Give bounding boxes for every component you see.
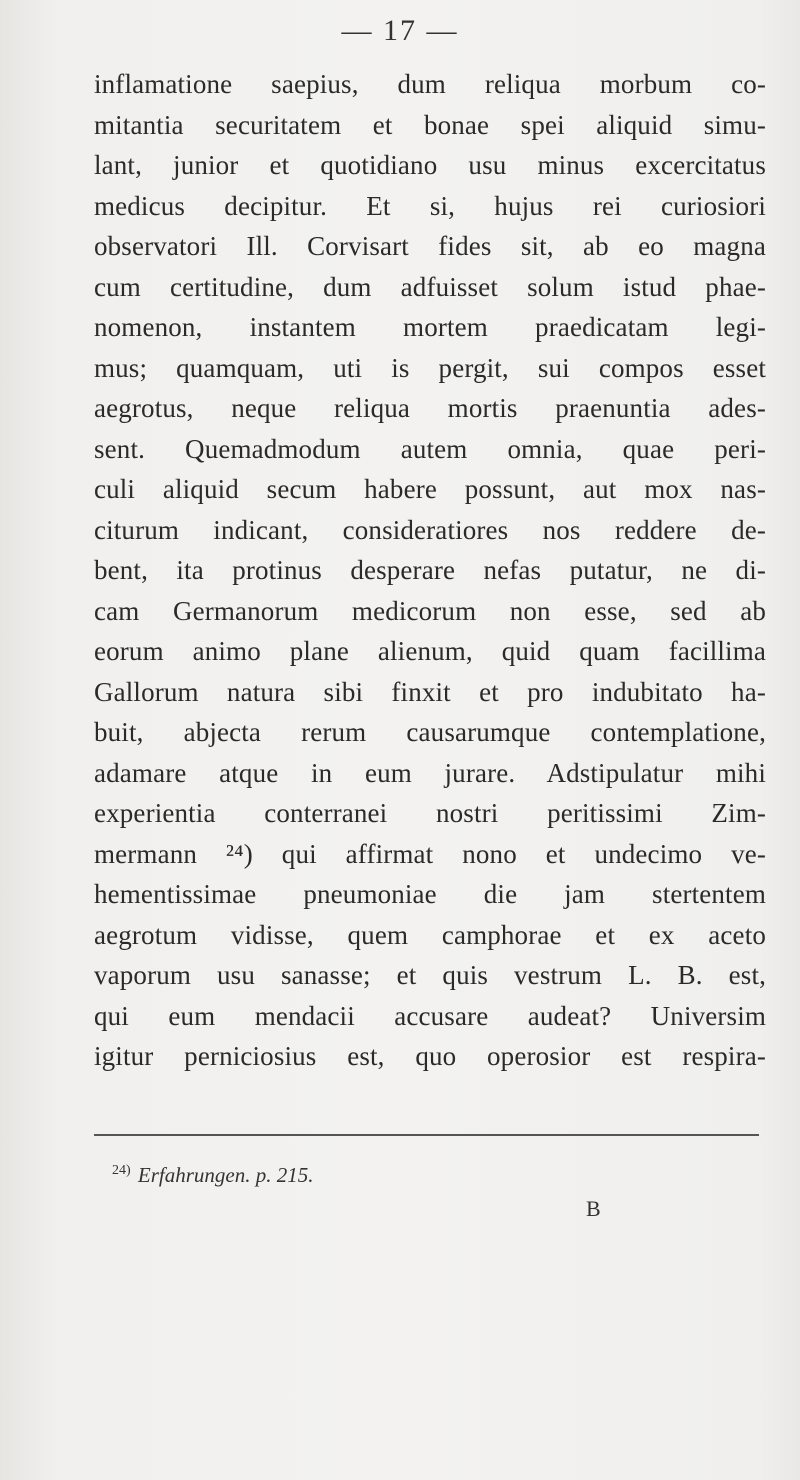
text-line: observatori Ill. Corvisart fides sit, ab eo magna — [94, 231, 766, 261]
signature-mark: B — [586, 1196, 601, 1221]
text-line: vaporum usu sanasse; et quis vestrum L. B. est, — [94, 960, 766, 990]
body-text — [94, 64, 766, 1077]
text-line: nomenon, instantem mortem praedicatam legi- — [94, 312, 766, 342]
text-line: experientia conterranei nostri peritissimi Zim- — [94, 798, 766, 828]
text-line: lant, junior et quotidiano usu minus excercitatus — [94, 150, 766, 180]
text-line: eorum animo plane alienum, quid quam facillima — [94, 636, 766, 666]
text-line: aegrotum vidisse, quem camphorae et ex aceto — [94, 919, 766, 950]
text-line: culi aliquid secum habere possunt, aut mox nas- — [94, 474, 766, 504]
text-line: inflamatione saepius, dum reliqua morbum co- — [94, 69, 766, 99]
text-line: aegrotus, neque reliqua mortis praenuntia ades- — [94, 393, 766, 423]
text-line: hementissimae pneumoniae die jam stertentem — [94, 879, 766, 909]
text-line: mus; quamquam, uti is pergit, sui compos esset — [94, 352, 766, 383]
text-line: qui eum mendacii accusare audeat? Universim — [94, 1000, 766, 1031]
text-line: medicus decipitur. Et si, hujus rei curiosiori — [94, 190, 766, 221]
text-line: buit, abjecta rerum causarumque contemplatione, — [94, 717, 766, 747]
text-line: Gallorum natura sibi finxit et pro indubitato ha- — [94, 676, 766, 707]
text-line: igitur perniciosius est, quo operosior est respira- — [94, 1041, 766, 1071]
footnote-rule — [94, 1134, 759, 1136]
text-line: sent. Quemadmodum autem omnia, quae peri- — [94, 433, 766, 464]
text-line: mitantia securitatem et bonae spei aliquid simu- — [94, 109, 766, 140]
text-line: mermann ²⁴) qui affirmat nono et undecimo ve- — [94, 838, 766, 869]
text-line: bent, ita protinus desperare nefas putatur, ne di- — [94, 555, 766, 585]
text-line: cam Germanorum medicorum non esse, sed ab — [94, 595, 766, 626]
footnote-text: Erfahrungen. p. 215. — [137, 1163, 314, 1187]
page-number: — 17 — — [341, 14, 459, 47]
footnote — [112, 1163, 314, 1188]
text-line: cum certitudine, dum adfuisset solum istud phae- — [94, 271, 766, 302]
text-line: adamare atque in eum jurare. Adstipulatur mihi — [94, 757, 766, 788]
text-line: citurum indicant, consideratiores nos reddere de- — [94, 514, 766, 545]
footnote-mark: 24) — [112, 1163, 131, 1178]
